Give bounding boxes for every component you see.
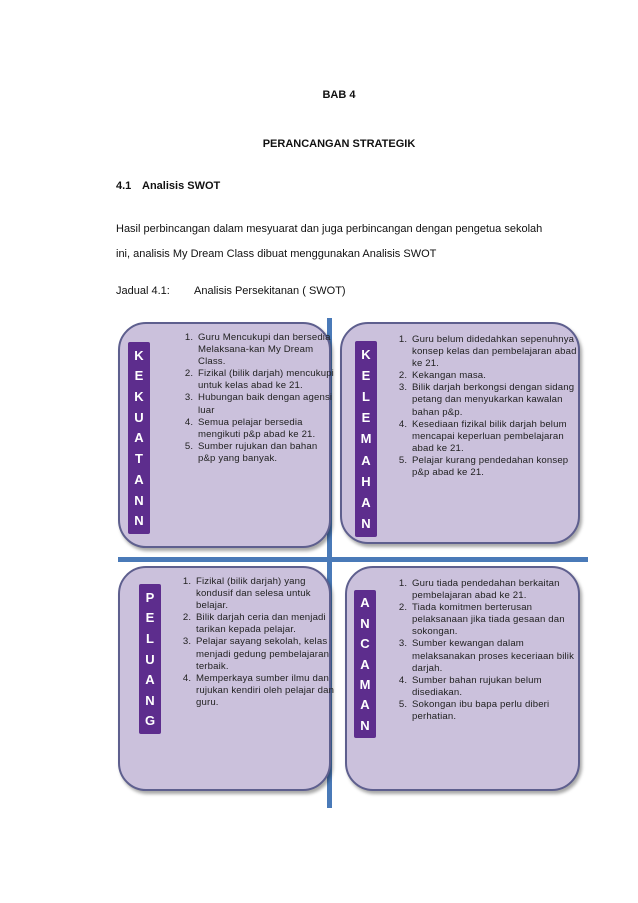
- threats-letter: A: [360, 697, 370, 713]
- strengths-item: 2. Fizikal (bilik darjah) mencukupi untuk kelas abad ke 21.: [196, 368, 336, 392]
- opportunities-letter: A: [145, 672, 155, 688]
- weaknesses-letter: L: [362, 389, 370, 405]
- opportunities-letters: [139, 584, 161, 734]
- threats-letters: [354, 590, 376, 738]
- strengths-item: 4. Semua pelajar bersedia mengikuti p&p abad ke 21.: [196, 417, 336, 441]
- strengths-letters: [128, 342, 150, 534]
- opportunities-letter: P: [145, 589, 155, 605]
- strengths-letter: T: [135, 451, 143, 467]
- threats-item: 3. Sumber kewangan dalam melaksanakan proses keceriaan bilik darjah.: [410, 638, 582, 674]
- strengths-letter: N: [134, 513, 144, 529]
- strengths-letter: K: [134, 389, 144, 405]
- weaknesses-item: 1. Guru belum didedahkan sepenuhnya konsep kelas dan pembelajaran abad ke 21.: [410, 334, 585, 370]
- threats-letter: N: [360, 615, 370, 631]
- strengths-list: [174, 332, 336, 465]
- threats-letter: A: [360, 656, 370, 672]
- opportunities-item: 1. Fizikal (bilik darjah) yang kondusif dan selesa untuk belajar.: [194, 576, 336, 612]
- strengths-letter: A: [134, 430, 144, 446]
- section-title: Analisis SWOT: [142, 180, 221, 192]
- threats-letter: C: [360, 636, 370, 652]
- strengths-item: 3. Hubungan baik dengan agensi luar: [196, 392, 336, 416]
- threats-letter: N: [360, 717, 370, 733]
- cross-horizontal-line: [118, 557, 588, 562]
- threats-letter: A: [360, 595, 370, 611]
- weaknesses-letter: A: [361, 494, 371, 510]
- threats-item: 4. Sumber bahan rujukan belum disediakan.: [410, 675, 582, 699]
- strengths-letter: A: [134, 471, 144, 487]
- section-number: 4.1: [116, 180, 132, 192]
- threats-item: 2. Tiada komitmen berterusan pelaksanaan jika tiada gesaan dan sokongan.: [410, 602, 582, 638]
- weaknesses-letter: A: [361, 452, 371, 468]
- weaknesses-item: 3. Bilik darjah berkongsi dengan sidang petang dan menyukarkan kawalan bahan p&p.: [410, 382, 585, 418]
- weaknesses-letter: H: [361, 473, 371, 489]
- weaknesses-item: 4. Kesediaan fizikal bilik darjah belum mencapai keperluan pembelajaran abad ke 21.: [410, 419, 585, 455]
- weaknesses-letters: [355, 341, 377, 537]
- strengths-item: 5. Sumber rujukan dan bahan p&p yang banyak.: [196, 441, 336, 465]
- opportunities-list: [172, 576, 336, 709]
- opportunities-letter: L: [146, 630, 154, 646]
- weaknesses-letter: E: [361, 410, 371, 426]
- threats-item: 5. Sokongan ibu bapa perlu diberi perhatian.: [410, 699, 582, 723]
- weaknesses-letter: K: [361, 347, 371, 363]
- threats-letter: M: [359, 676, 371, 692]
- opportunities-letter: E: [145, 610, 155, 626]
- intro-paragraph: Hasil perbincangan dalam mesyuarat dan juga perbincangan dengan pengetua sekolah ini, analisis My Dream Class dibuat menggunakan Analisis SWOT: [116, 223, 543, 260]
- section-heading: [116, 180, 220, 192]
- weaknesses-item: 5. Pelajar kurang pendedahan konsep p&p abad ke 21.: [410, 455, 585, 479]
- opportunities-item: 4. Memperkaya sumber ilmu dan rujukan kendiri oleh pelajar dan guru.: [194, 673, 336, 709]
- table-caption: [116, 285, 346, 297]
- opportunities-letter: N: [145, 692, 155, 708]
- strengths-letter: N: [134, 492, 144, 508]
- opportunities-item: 3. Pelajar sayang sekolah, kelas menjadi gedung pembelajaran terbaik.: [194, 636, 336, 672]
- threats-item: 1. Guru tiada pendedahan berkaitan pembelajaran abad ke 21.: [410, 578, 582, 602]
- strengths-item: 1. Guru Mencukupi dan bersedia Melaksana-kan My Dream Class.: [196, 332, 336, 368]
- strengths-letter: E: [134, 368, 144, 384]
- strengths-letter: K: [134, 347, 144, 363]
- strengths-letter: U: [134, 409, 144, 425]
- weaknesses-item: 2. Kekangan masa.: [410, 370, 585, 382]
- weaknesses-letter: E: [361, 368, 371, 384]
- caption-label: Jadual 4.1:: [116, 285, 170, 297]
- weaknesses-letter: N: [361, 515, 371, 531]
- opportunities-item: 2. Bilik darjah ceria dan menjadi tarikan kepada pelajar.: [194, 612, 336, 636]
- chapter-heading: BAB 4: [322, 89, 356, 101]
- opportunities-letter: G: [144, 713, 156, 729]
- threats-list: [388, 578, 582, 723]
- page-title: PERANCANGAN STRATEGIK: [262, 138, 416, 150]
- weaknesses-list: [388, 334, 585, 479]
- weaknesses-letter: M: [360, 431, 372, 447]
- opportunities-letter: U: [145, 651, 155, 667]
- caption-text: Analisis Persekitanan ( SWOT): [194, 285, 346, 297]
